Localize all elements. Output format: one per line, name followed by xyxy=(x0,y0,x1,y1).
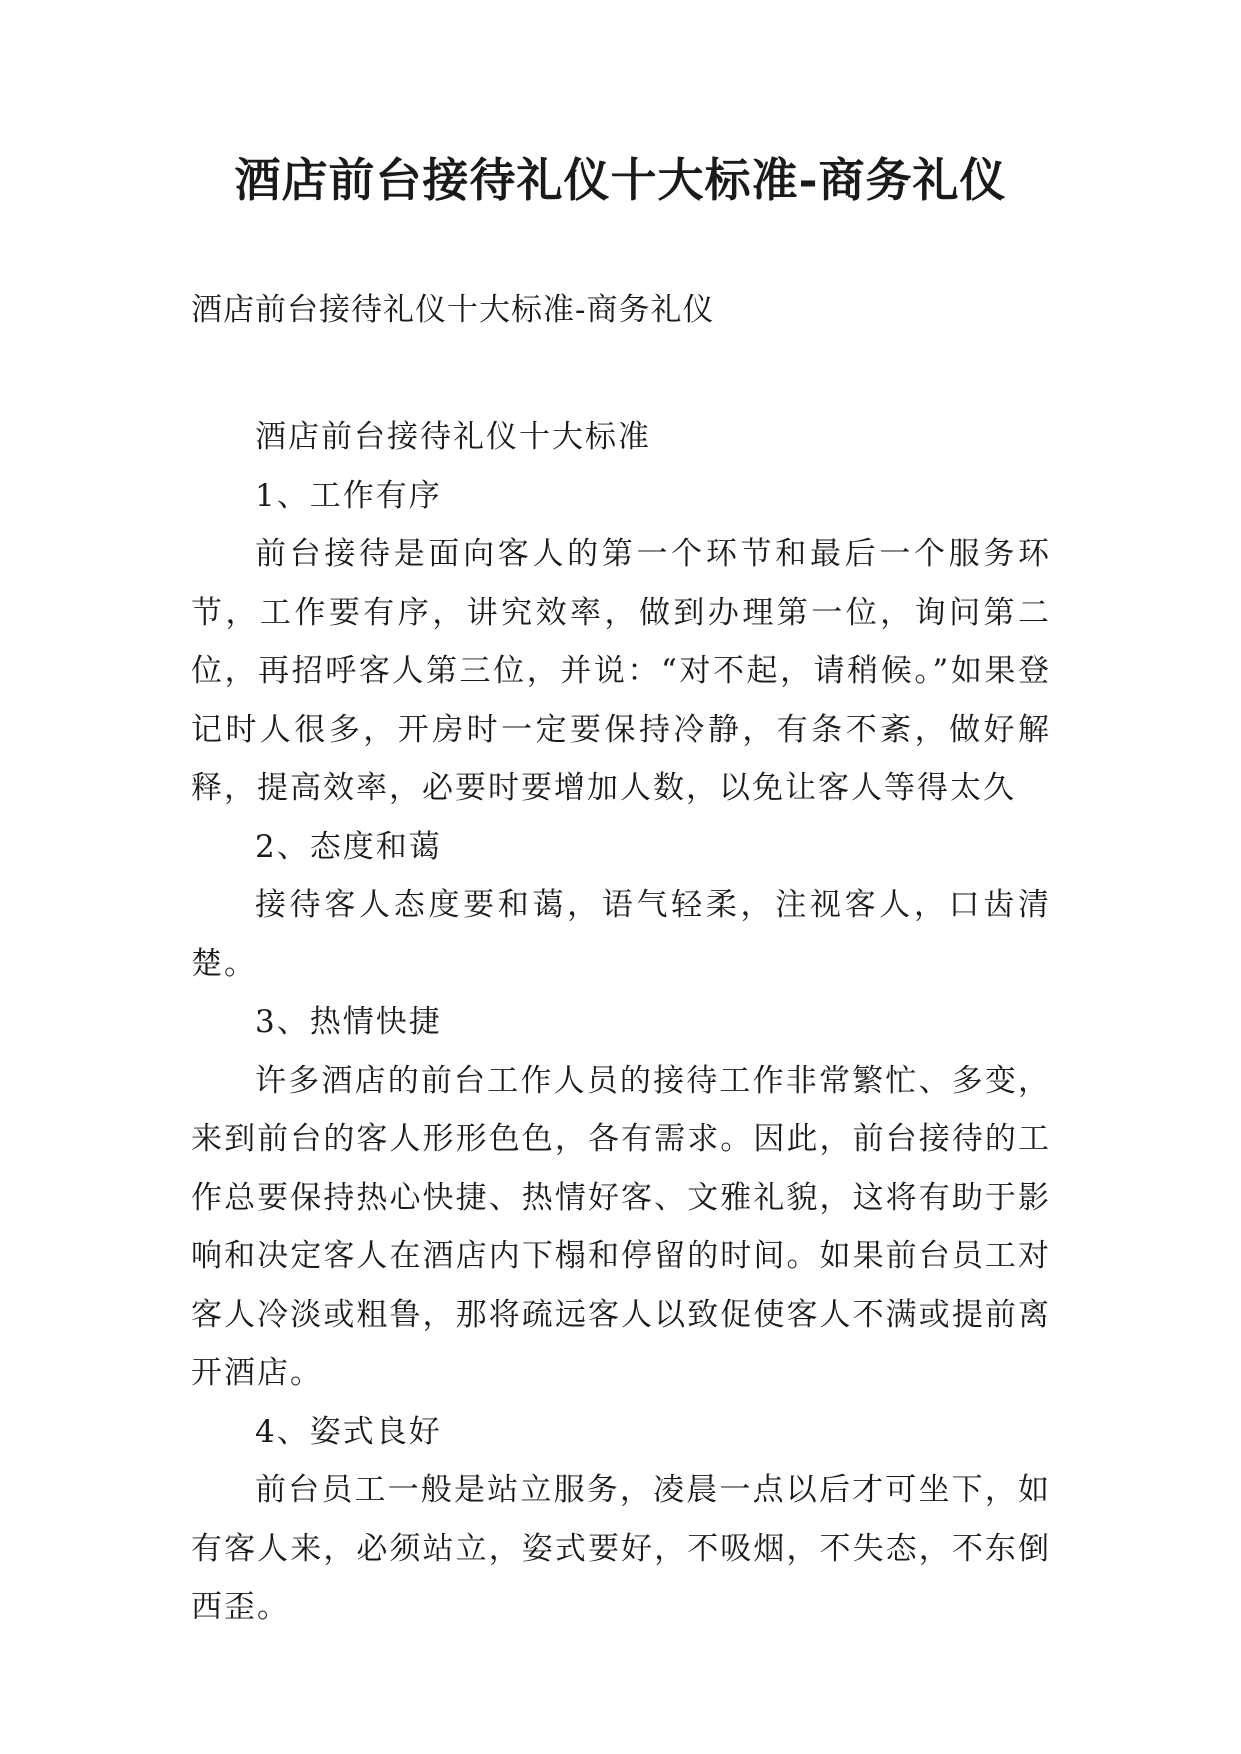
document-body xyxy=(191,408,1051,1637)
section-heading: 酒店前台接待礼仪十大标准 xyxy=(255,419,651,455)
body-paragraph-2: 接待客人态度要和蔼，语气轻柔，注视客人，口齿清楚。 xyxy=(191,887,1051,982)
body-paragraph-3: 许多酒店的前台工作人员的接待工作非常繁忙、多变，来到前台的客人形形色色，各有需求。因此，前台接待的工作总要保持热心快捷、热情好客、文雅礼貌，这将有助于影响和决定客人在酒店内下榻和停留的时间。如果前台员工对客人冷淡或粗鲁，那将疏远客人以致促使客人不满或提前离开酒店。 xyxy=(191,1062,1051,1391)
document-title: 酒店前台接待礼仪十大标准-商务礼仪 xyxy=(234,153,1007,207)
item-heading-1: 1、工作有序 xyxy=(255,477,442,514)
body-paragraph-4: 前台员工一般是站立服务，凌晨一点以后才可坐下，如有客人来，必须站立，姿式要好，不吸烟，不失态，不东倒西歪。 xyxy=(191,1472,1051,1625)
item-heading-2: 2、态度和蔼 xyxy=(255,828,442,865)
body-paragraph-1: 前台接待是面向客人的第一个环节和最后一个服务环节，工作要有序，讲究效率，做到办理第一位，询问第二位，再招呼客人第三位，并说：“对不起，请稍候。”如果登记时人很多，开房时一定要保持冷静，有条不紊，做好解释，提高效率，必要时要增加人数，以免让客人等得太久 xyxy=(191,536,1051,806)
document-subtitle: 酒店前台接待礼仪十大标准-商务礼仪 xyxy=(191,292,715,328)
item-heading-4: 4、姿式良好 xyxy=(255,1413,442,1450)
item-heading-3: 3、热情快捷 xyxy=(255,1004,442,1040)
